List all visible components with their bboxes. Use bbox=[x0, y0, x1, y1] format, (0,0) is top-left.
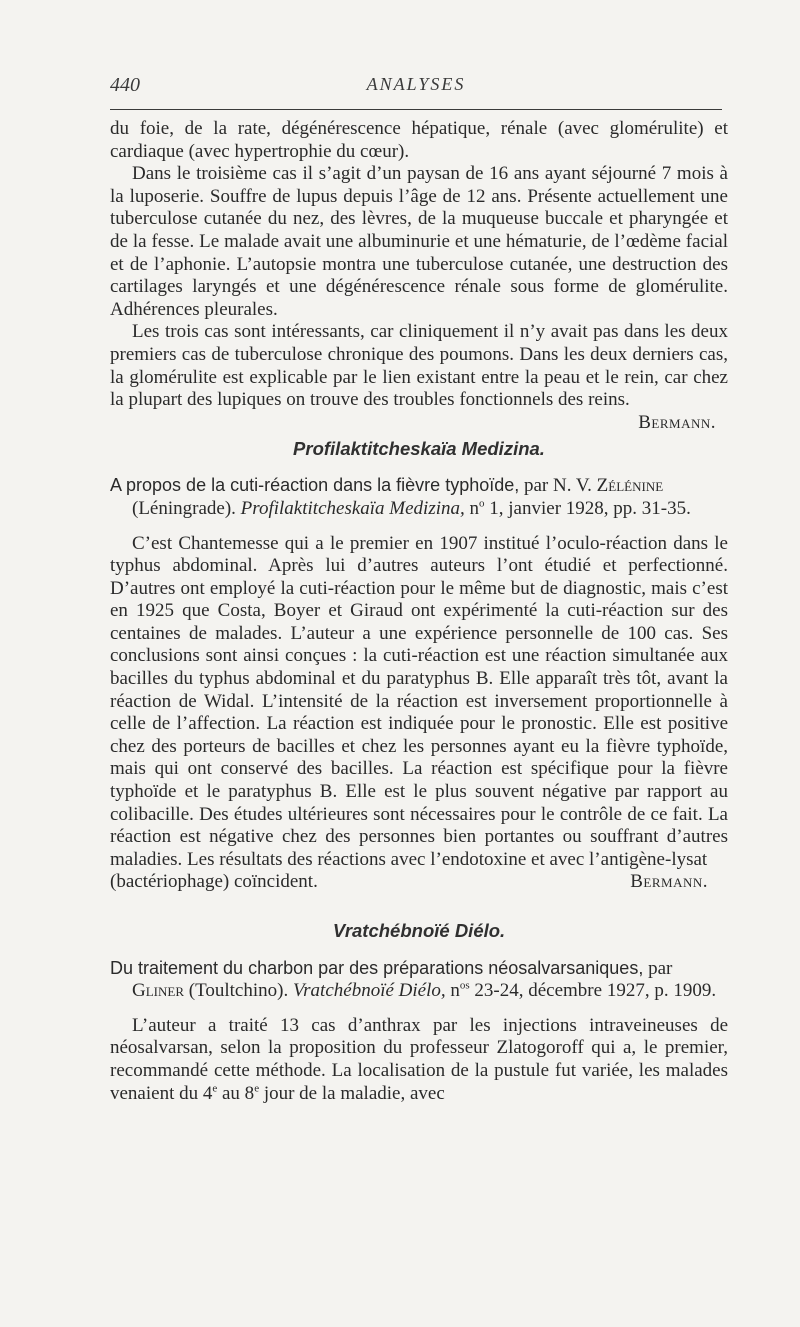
article-body bbox=[110, 1015, 728, 1105]
paragraph-conclusion-text: Les trois cas sont intéressants, car cliniquement il n’y avait pas dans les deux premiers cas de tuberculose chronique des poumons. Dans les deux derniers cas, la glomérulite est explicable par le lien existant entre la peau et le rein, car chez la plupart des lupiques on trouve des troubles fonctionnels des reins. bbox=[110, 321, 728, 411]
byline-prefix: par bbox=[643, 957, 673, 979]
issue-details: 1, janvier 1928, pp. 31-35. bbox=[484, 497, 691, 519]
signature: Bermann. bbox=[630, 871, 708, 893]
article-body-text: L’auteur a traité 13 cas d’anthrax par les injections intraveineuses de néosalvarsan, selon la proposition du professeur Zlatogoroff qui a, le premier, recommandé cette méthode. La localisation de la pustule fut variée, les malades venaient du 4 bbox=[110, 1014, 728, 1104]
article-place: (Toultchino). bbox=[184, 980, 293, 1002]
page-number: 440 bbox=[110, 74, 140, 96]
page-body bbox=[110, 118, 728, 1105]
article-closing-line bbox=[110, 871, 728, 894]
article-place: (Léningrade). bbox=[132, 497, 241, 519]
article-body-text: jour de la maladie, avec bbox=[259, 1082, 445, 1104]
journal-heading: Vratchébnoïé Diélo. bbox=[332, 920, 506, 941]
page-header bbox=[110, 70, 722, 98]
issue-prefix: n bbox=[445, 980, 460, 1002]
article-source: Vratchébnoïé Diélo, bbox=[292, 980, 446, 1002]
article-author: Gliner bbox=[132, 980, 184, 1002]
article-author: Zélénine bbox=[596, 475, 664, 497]
running-title: ANALYSES bbox=[366, 74, 466, 94]
header-rule bbox=[110, 109, 722, 110]
issue-superscript: o bbox=[479, 497, 485, 510]
ordinal-superscript: e bbox=[212, 1082, 218, 1095]
journal-heading: Profilaktitcheskaïa Medizina. bbox=[293, 437, 545, 459]
article-header bbox=[110, 957, 728, 1003]
paragraph-conclusion bbox=[110, 321, 728, 433]
issue-prefix: n bbox=[464, 497, 480, 519]
article-header bbox=[110, 474, 728, 520]
article-body-text: au 8 bbox=[217, 1082, 255, 1104]
article-title: Du traitement du charbon par des préparations néosalvarsaniques, bbox=[110, 957, 644, 978]
article-source: Profilaktitcheskaïa Medizina, bbox=[240, 497, 465, 519]
ordinal-superscript: e bbox=[254, 1082, 260, 1095]
issue-details: 23-24, décembre 1927, p. 1909. bbox=[469, 980, 717, 1002]
signature: Bermann. bbox=[638, 411, 716, 433]
article-title: A propos de la cuti-réaction dans la fièvre typhoïde, bbox=[110, 475, 520, 496]
article-last-line: (bactériophage) coïncident. bbox=[110, 871, 318, 893]
byline-prefix: par N. V. bbox=[519, 475, 597, 497]
paragraph-third-case: Dans le troisième cas il s’agit d’un paysan de 16 ans ayant séjourné 7 mois à la luposerie. Souffre de lupus depuis l’âge de 12 ans. Présente actuellement une tuberculose cutanée du nez, des lèvres, de la muqueuse buccale et pharyngée et de la fesse. Le malade avait une albuminurie et une hématurie, de l’œdème facial et de l’aphonie. L’autopsie montra une tuberculose cutanée, une destruction des cartilages laryngés et une dégénérescence rénale sous forme de glomérulite. Adhérences pleurales. bbox=[110, 163, 728, 320]
article-body: C’est Chantemesse qui a le premier en 1907 institué l’oculo-réaction dans le typhus abdominal. Après lui d’autres auteurs l’ont étudié et perfectionné. D’autres ont employé la cuti-réaction pour le même but de diagnostic, mais c’est en 1925 que Costa, Boyer et Giraud ont expérimenté la cuti-réaction sur des centaines de malades. L’auteur a une expérience personnelle de 100 cas. Ses conclusions sont ainsi conçues : la cuti-réaction est une réaction simultanée aux bacilles du typhus abdominal et du paratyphus B. Elle apparaît très tôt, avant la réaction de Widal. L’intensité de la réaction est inversement proportionnelle à celle de l’affection. La réaction est indiquée pour le pronostic. Elle est positive chez des porteurs de bacilles et chez les personnes ayant eu la fièvre typhoïde, mais qui ont conservé des bacilles. La réaction est spécifique pour la fièvre typhoïde et le paratyphus B. Elle est le plus souvent négative par rapport au colibacille. Des études ultérieures sont nécessaires pour le contrôle de ce fait. La réaction est négative chez des personnes bien portantes ou souffrant d’autres maladies. Les résultats des réactions avec l’endotoxine et avec l’antigène-lysat bbox=[110, 532, 728, 870]
continued-paragraph: du foie, de la rate, dégénérescence hépatique, rénale (avec glomérulite) et cardiaque (avec hypertrophie du cœur). bbox=[110, 118, 728, 162]
issue-superscript: os bbox=[459, 979, 470, 992]
